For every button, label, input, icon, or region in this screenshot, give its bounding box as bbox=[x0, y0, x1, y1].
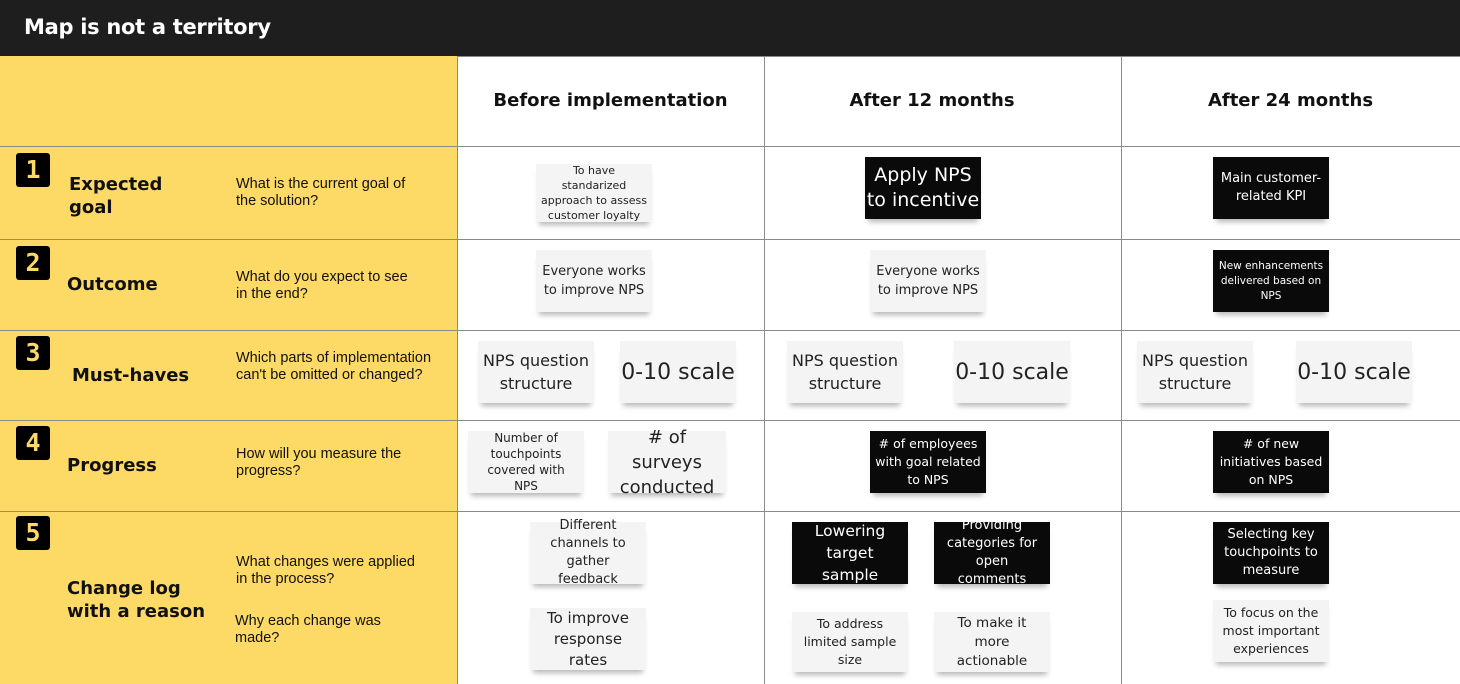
grid-line bbox=[457, 56, 1460, 57]
row-question: What do you expect to see in the end? bbox=[236, 269, 408, 302]
row-question: Which parts of implementation can't be omitted or changed? bbox=[236, 350, 432, 383]
sticky-note[interactable]: Everyone works to improve NPS bbox=[870, 250, 986, 312]
sticky-note[interactable]: Providing categories for open comments bbox=[934, 522, 1050, 584]
sticky-note[interactable]: NPS question structure bbox=[1137, 341, 1253, 403]
sticky-note[interactable]: 0-10 scale bbox=[954, 341, 1070, 403]
row-number-badge: 5 bbox=[16, 516, 50, 550]
sticky-note[interactable]: 0-10 scale bbox=[1296, 341, 1412, 403]
sticky-note[interactable]: Selecting key touchpoints to measure bbox=[1213, 522, 1329, 584]
row-label-progress: Progress bbox=[67, 455, 157, 476]
sticky-note[interactable]: # of surveys conducted bbox=[608, 431, 726, 493]
sticky-note[interactable]: To improve response rates bbox=[530, 608, 646, 670]
sticky-note[interactable]: NPS question structure bbox=[478, 341, 594, 403]
row-question: What changes were applied in the process? bbox=[236, 554, 415, 587]
sticky-note[interactable]: Everyone works to improve NPS bbox=[536, 250, 652, 312]
grid-line bbox=[1121, 56, 1122, 684]
sticky-note[interactable]: To have standarized approach to assess customer loyalty bbox=[536, 164, 652, 222]
sticky-note[interactable]: Apply NPS to incentive bbox=[865, 157, 981, 219]
grid-line bbox=[0, 146, 1460, 147]
sticky-note[interactable]: # of employees with goal related to NPS bbox=[870, 431, 986, 493]
grid-line bbox=[764, 56, 765, 684]
sticky-note[interactable]: # of new initiatives based on NPS bbox=[1213, 431, 1329, 493]
row-question: Why each change was made? bbox=[235, 613, 381, 646]
column-header-12-months: After 12 months bbox=[849, 90, 1015, 111]
sticky-note[interactable]: To focus on the most important experiences bbox=[1213, 600, 1329, 662]
grid-line bbox=[0, 511, 1460, 512]
sticky-note[interactable]: To make it more actionable bbox=[934, 612, 1050, 672]
sticky-note[interactable]: New enhancements delivered based on NPS bbox=[1213, 250, 1329, 312]
grid-line bbox=[457, 56, 458, 684]
row-question: How will you measure the progress? bbox=[236, 446, 402, 479]
title-bar bbox=[0, 0, 1460, 56]
column-header-before: Before implementation bbox=[493, 90, 728, 111]
row-label-outcome: Outcome bbox=[67, 274, 158, 295]
sticky-note[interactable]: Lowering target sample bbox=[792, 522, 908, 584]
column-header-24-months: After 24 months bbox=[1207, 90, 1374, 111]
row-label-must-haves: Must-haves bbox=[72, 365, 190, 386]
grid-line bbox=[0, 330, 1460, 331]
row-question: What is the current goal of the solution? bbox=[236, 176, 406, 209]
sticky-note[interactable]: 0-10 scale bbox=[620, 341, 736, 403]
board-title: Map is not a territory bbox=[24, 15, 271, 39]
row-number-badge: 3 bbox=[16, 336, 50, 370]
row-label-change-log: Change log with a reason bbox=[67, 578, 206, 622]
row-number-badge: 2 bbox=[16, 246, 50, 280]
sticky-note[interactable]: To address limited sample size bbox=[792, 612, 908, 672]
row-number-badge: 1 bbox=[16, 153, 50, 187]
grid-line bbox=[0, 420, 1460, 421]
sticky-note[interactable]: Number of touchpoints covered with NPS bbox=[468, 431, 584, 493]
sticky-note[interactable]: Different channels to gather feedback bbox=[530, 522, 646, 584]
sticky-note[interactable]: NPS question structure bbox=[787, 341, 903, 403]
row-label-expected-goal: Expected goal bbox=[69, 174, 163, 218]
grid-line bbox=[0, 239, 1460, 240]
row-number-badge: 4 bbox=[16, 426, 50, 460]
sticky-note[interactable]: Main customer-related KPI bbox=[1213, 157, 1329, 219]
